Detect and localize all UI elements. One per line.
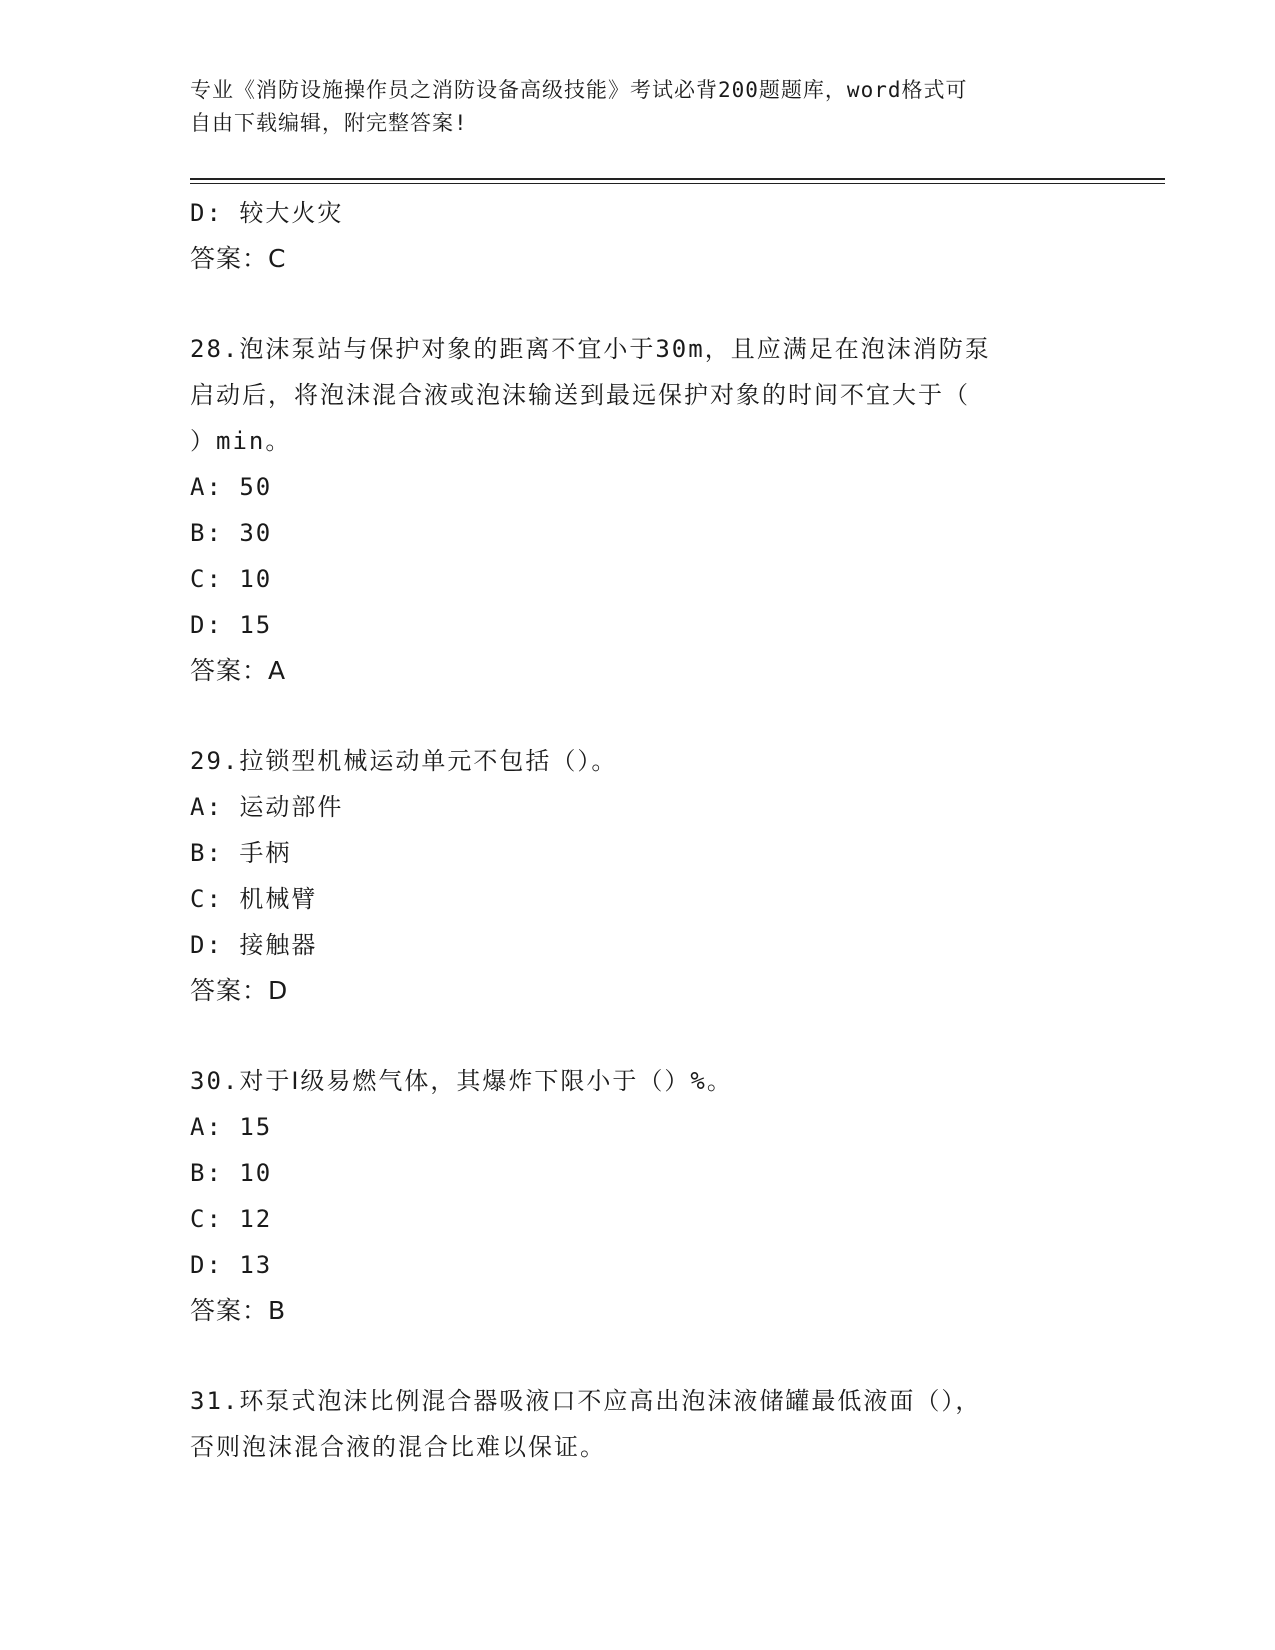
answer-line: 答案：A xyxy=(190,656,287,685)
header-line-2: 自由下载编辑，附完整答案! xyxy=(190,111,468,135)
question-text-line: ）min。 xyxy=(190,427,292,455)
spacer xyxy=(190,1014,1090,1058)
question-29 xyxy=(190,738,1090,1014)
question-text-line: 否则泡沫混合液的混合比难以保证。 xyxy=(190,1433,606,1461)
option-b: B: 10 xyxy=(190,1159,273,1187)
question-31 xyxy=(190,1378,1090,1470)
option-d: D: 较大火灾 xyxy=(190,199,344,227)
option-b: B: 30 xyxy=(190,519,273,547)
option-d: D: 接触器 xyxy=(190,931,318,959)
question-list xyxy=(190,190,1090,1470)
option-c: C: 12 xyxy=(190,1205,273,1233)
answer-line: 答案：C xyxy=(190,244,287,273)
option-d: D: 15 xyxy=(190,611,273,639)
answer-line: 答案：B xyxy=(190,1296,287,1325)
previous-question-tail xyxy=(190,190,1090,282)
option-c: C: 10 xyxy=(190,565,273,593)
spacer xyxy=(190,694,1090,738)
question-text-line: 30.对于Ⅰ级易燃气体，其爆炸下限小于（）%。 xyxy=(190,1067,733,1095)
question-text-line: 29.拉锁型机械运动单元不包括（）。 xyxy=(190,747,618,775)
option-a: A: 15 xyxy=(190,1113,273,1141)
spacer xyxy=(190,1334,1090,1378)
header-line-1: 专业《消防设施操作员之消防设备高级技能》考试必背200题题库，word格式可 xyxy=(190,78,968,102)
spacer xyxy=(190,282,1090,326)
option-a: A: 运动部件 xyxy=(190,793,344,821)
document-header xyxy=(190,74,1090,140)
header-divider xyxy=(190,178,1165,184)
answer-line: 答案：D xyxy=(190,976,289,1005)
option-a: A: 50 xyxy=(190,473,273,501)
option-c: C: 机械臂 xyxy=(190,885,318,913)
question-text-line: 启动后，将泡沫混合液或泡沫输送到最远保护对象的时间不宜大于（ xyxy=(190,381,970,409)
question-30 xyxy=(190,1058,1090,1334)
question-text-line: 28.泡沫泵站与保护对象的距离不宜小于30m，且应满足在泡沫消防泵 xyxy=(190,335,991,363)
option-b: B: 手柄 xyxy=(190,839,292,867)
option-d: D: 13 xyxy=(190,1251,273,1279)
question-28 xyxy=(190,326,1090,694)
question-text-line: 31.环泵式泡沫比例混合器吸液口不应高出泡沫液储罐最低液面（）， xyxy=(190,1387,982,1415)
